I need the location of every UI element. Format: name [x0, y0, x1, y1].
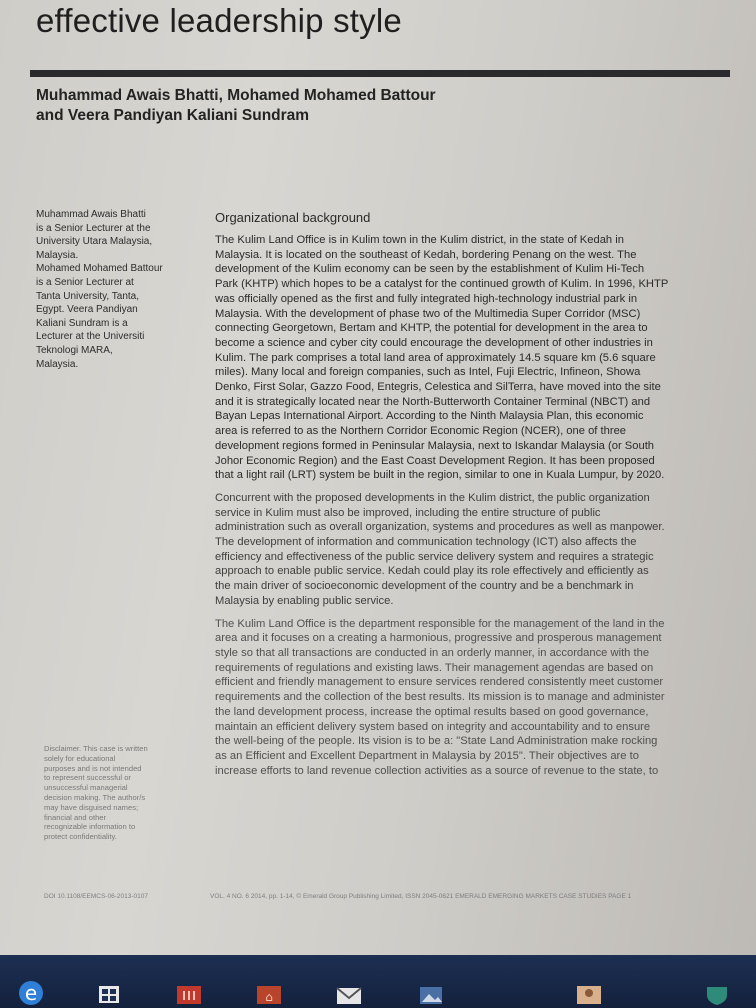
text-line: maintain an efficient delivery system based on integrity and accountability and to ensure	[215, 720, 651, 733]
bio-line: Teknologi MARA,	[36, 344, 113, 356]
title-divider	[30, 70, 730, 77]
windows-store-icon[interactable]	[92, 974, 126, 1008]
text-line: efficient and friendly management to ensure services rendered consistently meet customer	[215, 676, 664, 689]
bio-line: Lecturer at the Universiti	[36, 331, 145, 343]
bio-line: Kaliani Sundram is a	[36, 317, 128, 329]
text-line: service in Kulim must also be improved, including the entire structure of public	[215, 506, 601, 519]
bio-line: University Utara Malaysia,	[36, 236, 153, 248]
doi-text: DOI 10.1108/EEMCS-06-2013-0107	[44, 893, 148, 900]
bio-line: Muhammad Awais Bhatti	[36, 209, 146, 220]
people-icon[interactable]	[572, 974, 606, 1008]
taskbar	[0, 955, 756, 1008]
text-line: connecting Georgetown, Bertam and KHTP, the potential for development in the area to	[215, 322, 648, 335]
author-line-2: and Veera Pandiyan Kaliani Sundram	[36, 107, 310, 124]
bio-line: Mohamed Mohamed Battour	[36, 263, 163, 275]
text-line: the main driver of socioeconomic development of the country and be a benchmark in	[215, 580, 634, 593]
paragraph-3	[215, 617, 725, 779]
svg-text:e: e	[24, 981, 38, 1005]
disclaimer-line: to represent successful or	[44, 773, 131, 783]
text-line: The Kulim Land Office is in Kulim town in the Kulim district, in the state of Kedah in	[215, 234, 624, 246]
text-line: Malaysia by enabling public service.	[215, 594, 394, 607]
disclaimer-line: solely for educational	[44, 753, 116, 763]
app-tile-icon[interactable]	[172, 974, 206, 1008]
text-line: Johor Economic Region) and the East Coast Development Region. It has been proposed	[215, 454, 655, 467]
text-line: area is referred to as the Northern Corridor Economic Region (NCER), one of three	[215, 425, 627, 438]
text-line: Park (KHTP) which hopes to be a catalyst for the continued growth of Kulim. In 1996, KHTP	[215, 278, 669, 291]
text-line: Concurrent with the proposed developments in the Kulim district, the public organization	[215, 491, 650, 504]
text-line: as an Efficient and Excellent Department in Malaysia by 2015". Their objectives are to	[215, 749, 639, 762]
text-line: Malaysia. With the development of phase two of the Multimedia Super Corridor (MSC)	[215, 307, 641, 320]
paragraph-1	[215, 233, 725, 483]
disclaimer-note	[44, 744, 184, 842]
page-footer	[44, 893, 724, 907]
photos-icon[interactable]	[414, 974, 448, 1008]
disclaimer-line: Disclaimer. This case is written	[44, 744, 148, 753]
paragraph-2	[215, 491, 725, 609]
text-line: miles). Many local and foreign companies, such as Intel, Fuji Electric, Infineon, Showa	[215, 366, 641, 379]
svg-text:⌂: ⌂	[265, 990, 273, 1004]
author-block	[36, 86, 556, 126]
text-line: style so that all transactions are conducted in an orderly manner, in accordance with the	[215, 646, 650, 659]
text-line: Denko, First Solar, Gazzo Food, Entegris, Celestica and SilTerra, have moved into the site	[215, 381, 661, 394]
bio-line: Egypt. Veera Pandiyan	[36, 304, 138, 316]
disclaimer-line: purposes and is not intended	[44, 763, 142, 773]
text-line: The Kulim Land Office is the department responsible for the management of the land in the	[215, 617, 665, 630]
office-icon[interactable]	[252, 974, 286, 1008]
text-line: efficiency and effectiveness of the public service delivery system and requires a strategic	[215, 550, 654, 563]
text-line: requirements and the collection of the best results. Its mission is to manage and administer	[215, 691, 665, 704]
text-line: requirements of regulations and existing laws. Their management agendas are based on	[215, 661, 654, 674]
text-line: and it is strategically located near the North-Butterworth Container Terminal (NBCT) and	[215, 395, 651, 408]
disclaimer-line: protect confidentiality.	[44, 832, 117, 842]
disclaimer-line: unsuccessful managerial	[44, 783, 128, 793]
bio-line: Malaysia.	[36, 249, 79, 261]
bio-line: Malaysia.	[36, 358, 79, 370]
text-line: become a science and cyber city could encourage the development of other industries in	[215, 336, 653, 349]
mail-icon[interactable]	[332, 974, 366, 1008]
disclaimer-line: decision making. The author/s	[44, 792, 146, 802]
document-title: effective leadership style	[36, 2, 402, 39]
bio-line: is a Senior Lecturer at	[36, 276, 134, 288]
text-line: administration such as overall organization, systems and procedures as well as manpower.	[215, 521, 665, 534]
text-line: approach to enable public service. Kedah could play its role effectively and efficiently as	[215, 565, 649, 578]
author-line-1: Muhammad Awais Bhatti, Mohamed Mohamed Battour	[36, 87, 436, 104]
text-line: Bayan Lepas International Airport. According to the Ninth Malaysia Plan, this economic	[215, 410, 644, 423]
text-line: Kulim. The park comprises a total land area of approximately 14.5 square km (5.6 square	[215, 351, 656, 364]
edge-icon[interactable]	[14, 974, 48, 1008]
text-line: the well-being of the people. Its vision is to be a: "State Land Administration make rocking	[215, 735, 658, 748]
main-text-column	[215, 210, 725, 786]
bio-line: is a Senior Lecturer at the	[36, 222, 151, 234]
text-line: increase efforts to land revenue collection activities as a source of revenue to the state, to	[215, 764, 659, 777]
text-line: development of the Kulim economy can be seen by the establishment of Kulim Hi-Tech	[215, 263, 645, 276]
text-line: Malaysia. It is located on the southeast of Kedah, bordering Penang on the west. The	[215, 248, 637, 261]
text-line: The development of information and communication technology (ICT) also affects the	[215, 536, 637, 549]
text-line: that a light rail (LRT) system be built in the region, similar to one in Kuala Lumpur, by 2020.	[215, 469, 665, 482]
text-line: the land development process, increase the optimal results based on good governance,	[215, 705, 649, 718]
text-line: area and it focuses on a creating a harmonious, progressive and prosperous management	[215, 632, 662, 645]
bio-line: Tanta University, Tanta,	[36, 290, 140, 302]
security-icon[interactable]	[700, 974, 734, 1008]
text-line: was officially opened as the first and fully integrated high-technology industrial park in	[215, 292, 638, 305]
disclaimer-line: financial and other	[44, 812, 107, 822]
disclaimer-line: recognizable information to	[44, 822, 136, 832]
journal-info: VOL. 4 NO. 6 2014, pp. 1-14, © Emerald Group Publishing Limited, ISSN 2045-0621 EMERALD EMERGING MARKETS CASE STUDIES PAGE 1	[210, 893, 632, 900]
disclaimer-line: may have disguised names;	[44, 802, 139, 812]
text-line: development regions formed in Peninsular Malaysia, next to Iskandar Malaysia (or South	[215, 439, 655, 452]
section-heading: Organizational background	[215, 210, 371, 225]
author-bio-sidebar	[36, 208, 186, 371]
